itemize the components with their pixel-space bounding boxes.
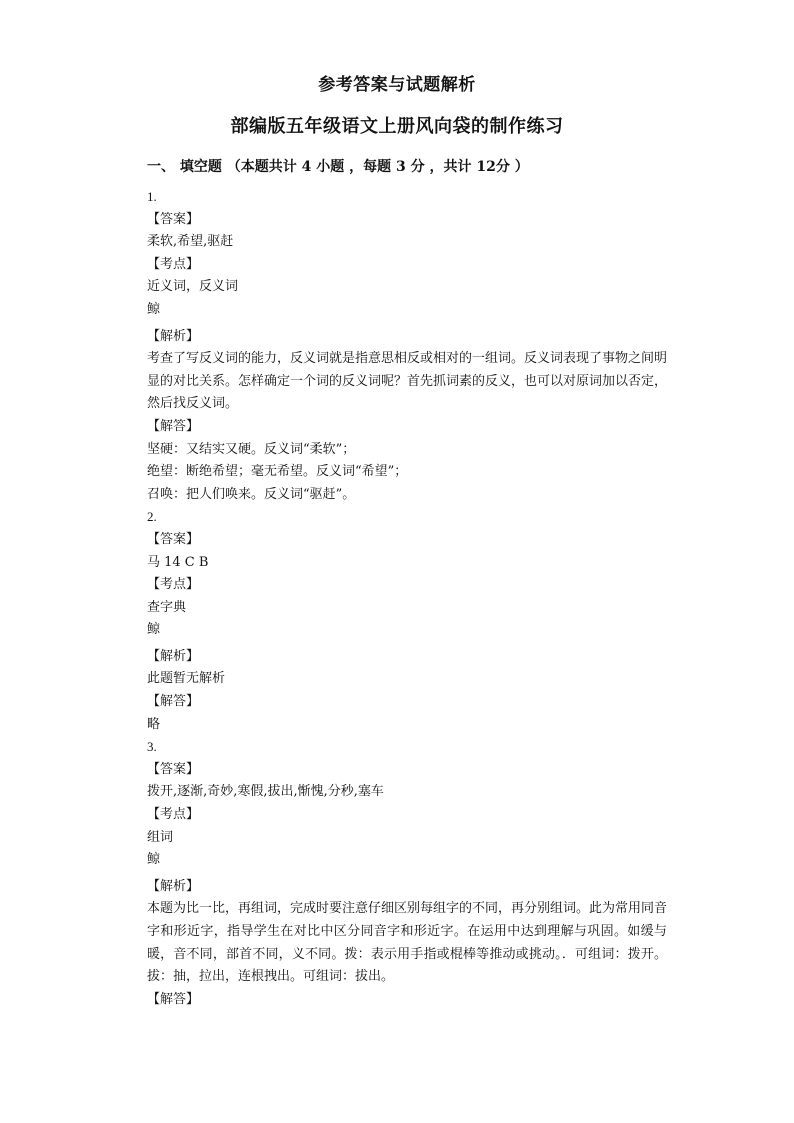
point-label: 【考点】 <box>147 256 200 272</box>
point-text: 近义词，反义词 <box>147 279 239 295</box>
answer-label: 【答案】 <box>147 211 200 227</box>
point-label: 【考点】 <box>147 577 200 593</box>
answer-text: 柔软,希望,驱赶 <box>147 234 234 250</box>
point-text: 组词 <box>147 829 174 845</box>
analysis-label: 【解析】 <box>147 328 200 344</box>
question-number: 1. <box>147 189 157 204</box>
solution-line: 召唤：把人们唤来。反义词“驱赶”。 <box>147 486 356 502</box>
solution-line: 坚硬：又结实又硬。反义词“柔软”； <box>147 441 356 457</box>
point-label: 【考点】 <box>147 807 200 823</box>
doc-title: 参考答案与试题解析 <box>318 75 476 95</box>
question-number: 3. <box>147 739 157 755</box>
solution-label: 【解答】 <box>147 694 200 710</box>
question-list <box>147 186 667 1011</box>
question-number: 2. <box>147 509 157 525</box>
solution-label: 【解答】 <box>147 991 200 1007</box>
doc-subtitle: 部编版五年级语文上册风向袋的制作练习 <box>230 116 564 137</box>
answer-text: 拨开,逐渐,奇妙,寒假,拔出,惭愧,分秒,塞车 <box>147 784 384 800</box>
solution-line: 绝望：断绝希望；毫无希望。反义词“希望”； <box>147 464 408 480</box>
mark-text: 鲸 <box>147 622 161 638</box>
mark-text: 鲸 <box>147 852 161 868</box>
analysis-text: 本题为比一比，再组词，完成时要注意仔细区别每组字的不同，再分别组词。此为常用同音字和形近字，指导学生在对比中区分同音字和形近字。在运用中达到理解与巩固。如缓与暖，音不同，部首不同，义不同。拨：表示用手指或棍棒等推动或挑动。．可组词：拨开。拔：抽，拉出，连根拽出。可组词：拔出。 <box>147 901 668 985</box>
analysis-text: 此题暂无解析 <box>147 671 226 687</box>
solution-line: 略 <box>147 716 161 732</box>
solution-label: 【解答】 <box>147 418 200 434</box>
section-heading: 一、 填空题 （本题共计 4 小题 ，每题 3 分 ，共计 12分 ） <box>147 159 529 175</box>
mark-text: 鲸 <box>147 301 161 317</box>
answer-text: 马 14 C B <box>147 554 209 570</box>
analysis-label: 【解析】 <box>147 648 200 664</box>
answer-label: 【答案】 <box>147 761 200 777</box>
analysis-label: 【解析】 <box>147 878 200 894</box>
point-text: 查字典 <box>147 599 187 615</box>
analysis-text: 考查了写反义词的能力，反义词就是指意思相反或相对的一组词。反义词表现了事物之间明显的对比关系。怎样确定一个词的反义词呢？首先抓词素的反义，也可以对原词加以否定，然后找反义词。 <box>147 351 668 412</box>
answer-label: 【答案】 <box>147 531 200 547</box>
